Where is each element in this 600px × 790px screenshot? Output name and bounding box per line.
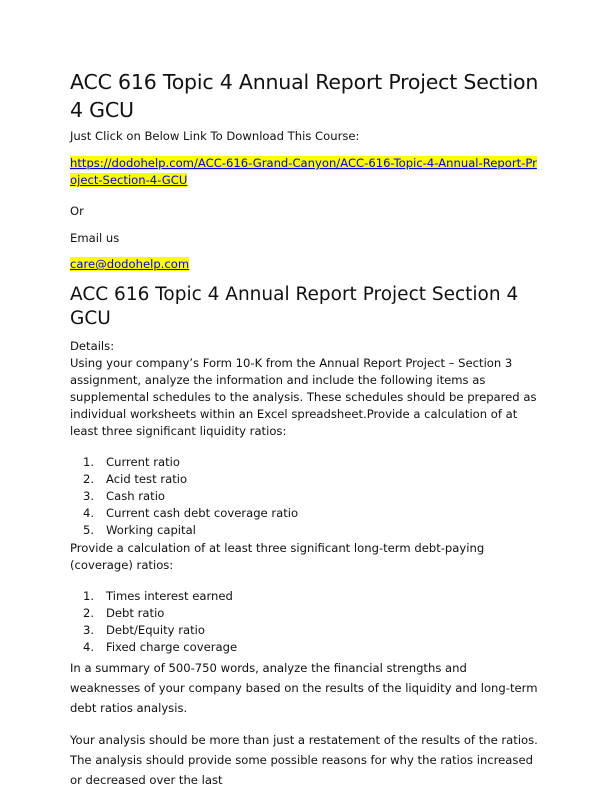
list-item-number: 2. xyxy=(82,606,94,620)
list-item-text: Times interest earned xyxy=(106,589,233,603)
section-heading: ACC 616 Topic 4 Annual Report Project Section 4 GCU xyxy=(70,284,519,329)
details-label: Details: xyxy=(70,339,115,353)
download-link-line xyxy=(70,155,540,189)
list-item xyxy=(70,488,540,505)
list-item xyxy=(70,639,540,656)
list-item-text: Acid test ratio xyxy=(106,472,188,486)
list-item-number: 1. xyxy=(82,455,94,469)
intro-text: Just Click on Below Link To Download This Course: xyxy=(70,129,360,143)
list-item xyxy=(70,505,540,522)
paragraph-3: In a summary of 500-750 words, analyze the financial strengths and weaknesses of your company based on the results of the liquidity and long-term debt ratios analysis. xyxy=(70,661,538,715)
list-item-text: Cash ratio xyxy=(106,489,166,503)
list-item xyxy=(70,622,540,639)
document-page xyxy=(70,68,540,790)
list-item-number: 3. xyxy=(82,623,94,637)
paragraph-2: Provide a calculation of at least three significant long-term debt-paying (coverage) ratios: xyxy=(70,541,485,572)
list-item-number: 4. xyxy=(82,640,94,654)
paragraph-4: Your analysis should be more than just a restatement of the results of the ratios. The analysis should provide some possible reasons for why the ratios increased or decreased over the last xyxy=(70,733,538,787)
download-link[interactable]: https://dodohelp.com/ACC-616-Grand-Canyon/ACC-616-Topic-4-Annual-Report-Project-Section-4-GCU xyxy=(70,156,537,187)
list-item-text: Fixed charge coverage xyxy=(106,640,238,654)
email-line xyxy=(70,256,540,273)
liquidity-ratios-list xyxy=(70,454,540,539)
or-text: Or xyxy=(70,204,84,218)
email-label: Email us xyxy=(70,231,120,245)
list-item xyxy=(70,522,540,539)
paragraph-1: Using your company’s Form 10-K from the Annual Report Project – Section 3 assignment, analyze the information and include the following items as supplemental schedules to the analysis. These schedules should be prepared as individual worksheets within an Excel spreadsheet.Provide a calculation of at least three significant liquidity ratios: xyxy=(70,356,537,438)
email-link[interactable]: care@dodohelp.com xyxy=(70,257,190,271)
list-item-number: 5. xyxy=(82,523,94,537)
list-item-text: Debt/Equity ratio xyxy=(106,623,205,637)
list-item-number: 3. xyxy=(82,489,94,503)
page-title: ACC 616 Topic 4 Annual Report Project Section 4 GCU xyxy=(70,70,539,122)
list-item-number: 2. xyxy=(82,472,94,486)
list-item-text: Current cash debt coverage ratio xyxy=(106,506,299,520)
list-item-number: 1. xyxy=(82,589,94,603)
list-item-number: 4. xyxy=(82,506,94,520)
list-item-text: Debt ratio xyxy=(106,606,165,620)
list-item xyxy=(70,454,540,471)
list-item-text: Current ratio xyxy=(106,455,180,469)
list-item xyxy=(70,471,540,488)
list-item-text: Working capital xyxy=(106,523,196,537)
coverage-ratios-list xyxy=(70,588,540,656)
list-item xyxy=(70,588,540,605)
list-item xyxy=(70,605,540,622)
